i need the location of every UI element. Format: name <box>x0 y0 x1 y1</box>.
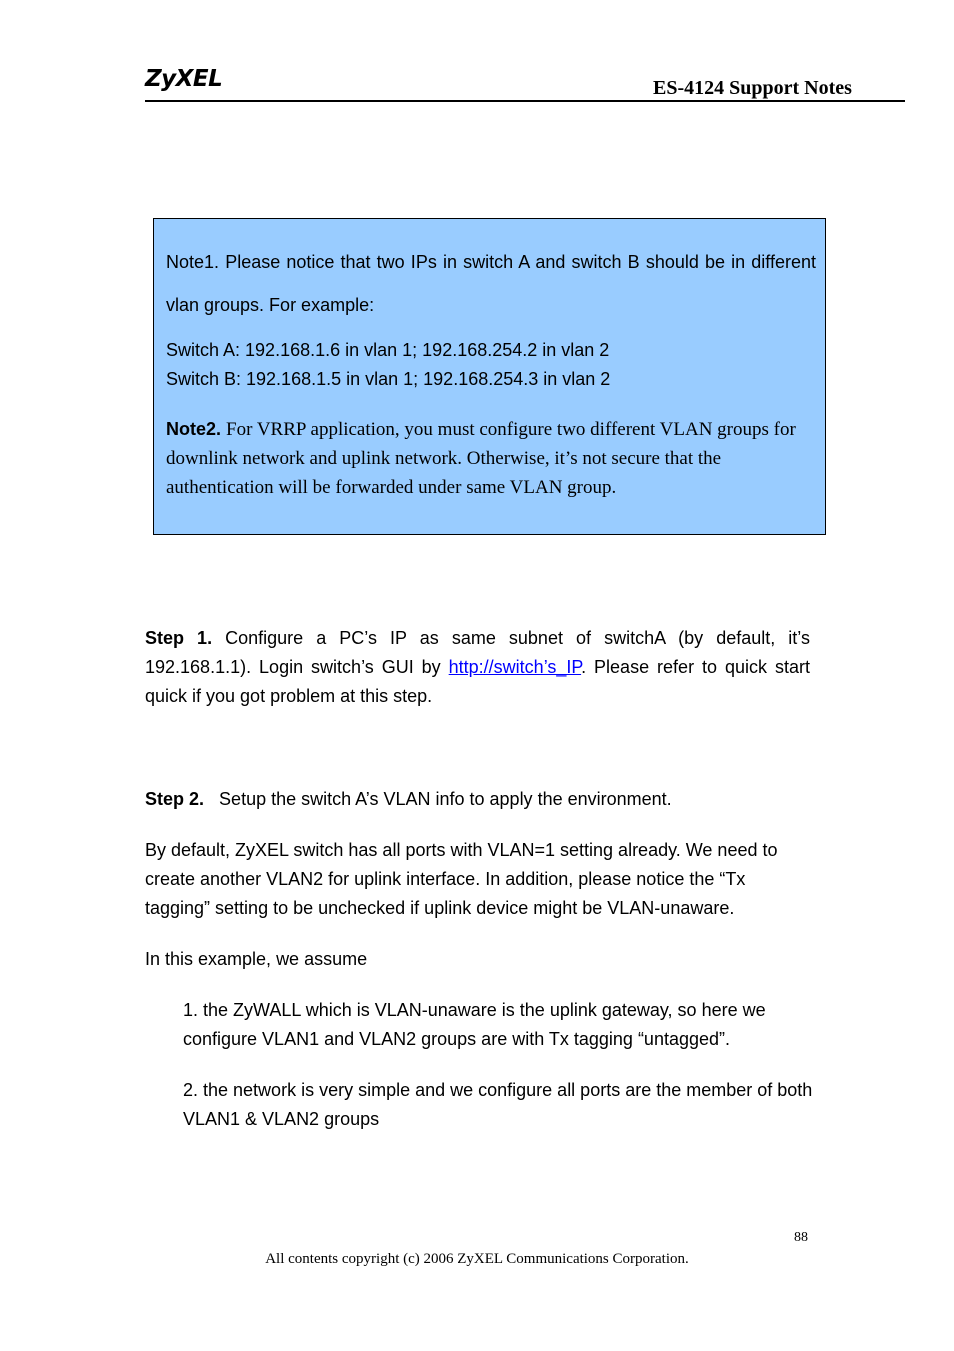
page-number: 88 <box>794 1230 808 1245</box>
note2-label: Note2. <box>166 419 222 439</box>
note1-text: Please notice that two IPs in switch A and switch B should be in different vlan groups. For example: <box>166 252 816 315</box>
switch-ip-list <box>166 336 816 394</box>
note1-label: Note1. <box>166 252 220 272</box>
default-info-paragraph: By default, ZyXEL switch has all ports with VLAN=1 setting already. We need to create another VLAN2 for uplink interface. In addition, please notice the “Tx tagging” setting to be unchecked if uplink device might be VLAN-unaware. <box>145 840 778 918</box>
step1-label: Step 1. <box>145 628 213 648</box>
zyxel-logo: ZyXEL <box>145 66 223 92</box>
step2-text: Setup the switch A’s VLAN info to apply the environment. <box>219 789 672 809</box>
step2-paragraph <box>145 785 810 814</box>
note2-paragraph <box>166 415 816 502</box>
list-item-1: 1. the ZyWALL which is VLAN-unaware is the uplink gateway, so here we configure VLAN1 and VLAN2 groups are with Tx tagging “untagged”. <box>183 1000 766 1049</box>
step1-text-after: . Please refer to quick start quick if you got problem at this step. <box>145 657 810 706</box>
list-item-2: 2. the network is very simple and we configure all ports are the member of both VLAN1 & VLAN2 groups <box>183 1080 813 1129</box>
note2-text: For VRRP application, you must configure two different VLAN groups for downlink network and uplink network. Otherwise, it’s not secure that the authentication will be forwarded under same VLAN group. <box>166 419 796 498</box>
step1-paragraph <box>145 624 810 711</box>
switch-ip-link[interactable]: http://switch’s_IP <box>448 657 582 677</box>
step1-text: Configure a PC’s IP as same subnet of switchA (by default, it’s 192.168.1.1). Login switch’s GUI by <box>145 628 810 677</box>
switch-b-line: Switch B: 192.168.1.5 in vlan 1; 192.168.254.3 in vlan 2 <box>166 369 611 389</box>
header-divider <box>145 100 905 102</box>
step2-label: Step 2. <box>145 789 205 809</box>
assume-paragraph: In this example, we assume <box>145 949 368 969</box>
document-title: ES-4124 Support Notes <box>653 77 852 99</box>
switch-a-line: Switch A: 192.168.1.6 in vlan 1; 192.168.254.2 in vlan 2 <box>166 340 610 360</box>
note-box <box>153 218 826 535</box>
copyright-footer: All contents copyright (c) 2006 ZyXEL Communications Corporation. <box>265 1251 689 1267</box>
note1-paragraph <box>166 241 816 327</box>
